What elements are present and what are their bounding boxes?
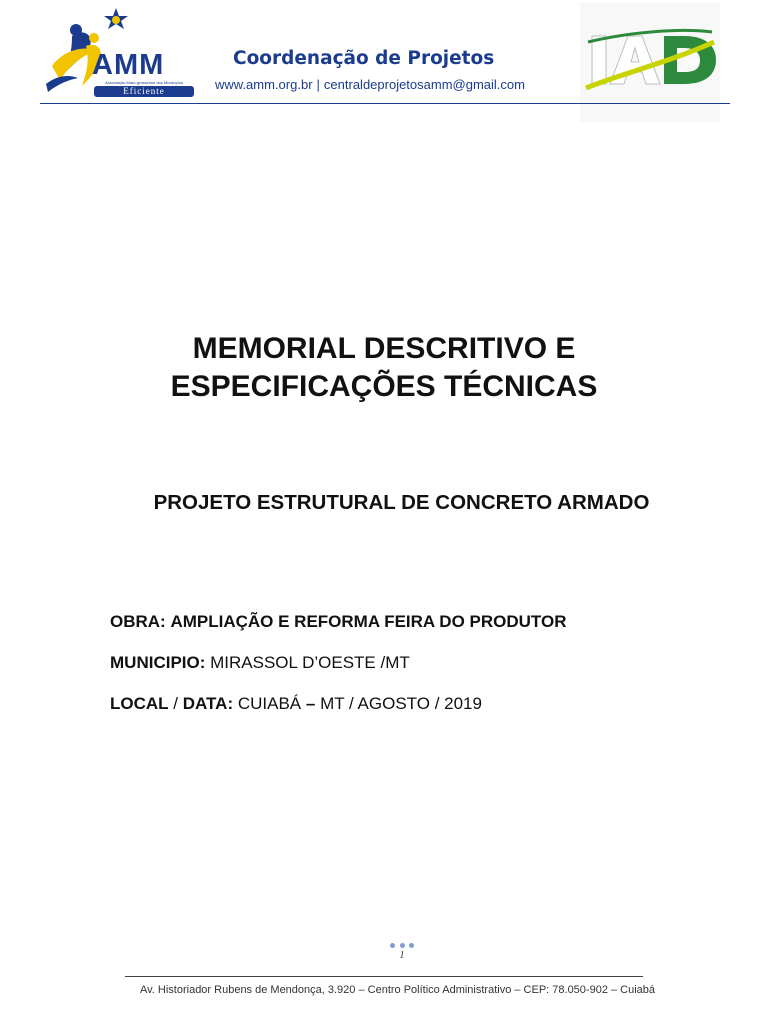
obra-label: OBRA:: [110, 612, 166, 631]
header-title: Coordenação de Projetos: [233, 48, 495, 69]
municipio-value: MIRASSOL D’OESTE /MT: [210, 653, 410, 672]
local-label: LOCAL: [110, 694, 169, 713]
amm-logo-subtext: Associação Mato-grossense dos Municípios: [104, 80, 184, 85]
document-title: [0, 330, 768, 406]
dot: [390, 943, 395, 948]
data-label: DATA:: [182, 694, 234, 713]
footer-address: Av. Historiador Rubens de Mendonça, 3.920 – Centro Político Administrativo – CEP: 78.050-902 – Cuiabá: [139, 984, 656, 996]
info-obra: [110, 611, 567, 633]
website-link[interactable]: www.amm.org.br: [215, 77, 313, 92]
amm-logo-badge: Eficiente: [94, 86, 194, 97]
dot: [409, 943, 414, 948]
header-contact: [215, 77, 525, 93]
info-local-data: [110, 693, 482, 715]
iad-logo-icon: [580, 2, 720, 122]
local-separator: /: [173, 694, 179, 713]
header-divider: [40, 103, 730, 104]
obra-value: AMPLIAÇÃO E REFORMA FEIRA DO PRODUTOR: [170, 612, 567, 631]
page-number: 1: [399, 950, 405, 961]
dot: [400, 943, 405, 948]
municipio-label: MUNICIPIO:: [110, 653, 206, 672]
email-link[interactable]: centraldeprojetosamm@gmail.com: [323, 77, 525, 92]
page-header: [0, 0, 768, 110]
document-title-line1: MEMORIAL DESCRITIVO E: [192, 332, 576, 365]
local-dash: –: [305, 694, 316, 713]
local-city: CUIABÁ: [237, 694, 302, 713]
iad-logo: [580, 2, 720, 122]
document-title-line2: ESPECIFICAÇÕES TÉCNICAS: [170, 370, 598, 403]
amm-logo-text: AMM: [92, 49, 165, 81]
contact-separator: |: [316, 77, 320, 92]
local-rest: MT / AGOSTO / 2019: [320, 694, 482, 713]
iad-logo-text: IAD: [685, 58, 699, 67]
info-municipio: [110, 652, 410, 674]
document-subtitle: PROJETO ESTRUTURAL DE CONCRETO ARMADO: [153, 491, 650, 514]
footer-divider: [125, 976, 643, 977]
